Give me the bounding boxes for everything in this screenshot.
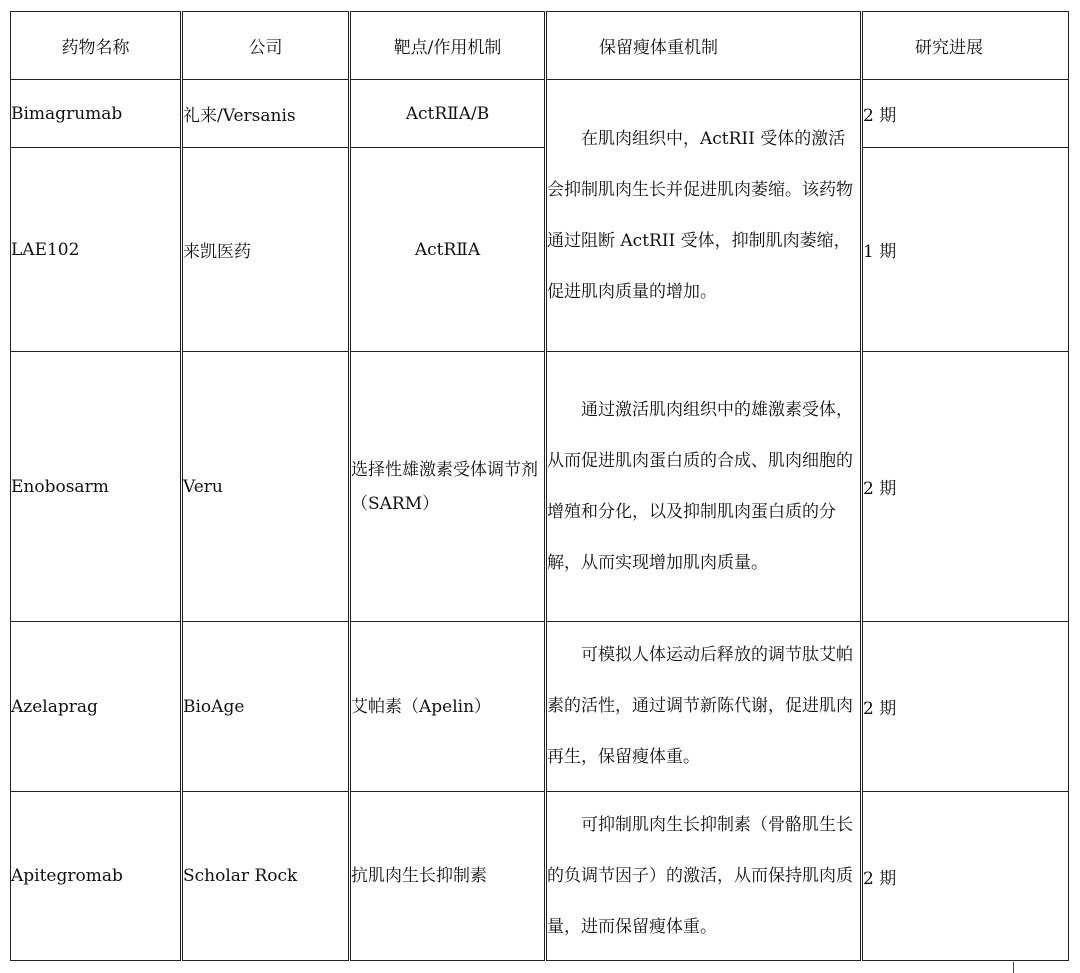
drug-name: Azelaprag (11, 622, 182, 792)
mechanism-cell (546, 622, 862, 792)
table-row (11, 80, 1069, 148)
research-stage: 2 期 (862, 352, 1069, 622)
research-stage: 2 期 (862, 622, 1069, 792)
header-row (11, 12, 1069, 80)
drug-name: LAE102 (11, 148, 182, 352)
table-row (11, 148, 1069, 352)
header-stage: 研究进展 (862, 12, 1069, 80)
research-stage: 1 期 (862, 148, 1069, 352)
drug-target: 艾帕素（Apelin） (350, 622, 546, 792)
table-row (11, 622, 1069, 792)
drug-target: ActRⅡA (350, 148, 546, 352)
company-name: BioAge (182, 622, 350, 792)
shared-mechanism-cell (546, 80, 862, 352)
drug-name: Enobosarm (11, 352, 182, 622)
research-stage: 2 期 (862, 80, 1069, 148)
mechanism-text: 可抑制肌肉生长抑制素（骨骼肌生长的负调节因子）的激活，从而保持肌肉质量，进而保留瘦体重。 (547, 814, 853, 937)
table-row (11, 352, 1069, 622)
company-name: Scholar Rock (182, 792, 350, 961)
header-target: 靶点/作用机制 (350, 12, 546, 80)
company-name: 来凯医药 (182, 148, 350, 352)
company-name: Veru (182, 352, 350, 622)
mechanism-text: 可模拟人体运动后释放的调节肽艾帕素的活性，通过调节新陈代谢，促进肌肉再生，保留瘦体重。 (547, 645, 853, 767)
page-corner-mark (1013, 962, 1014, 973)
header-mechanism: 保留瘦体重机制 (546, 12, 862, 80)
drug-target: 选择性雄激素受体调节剂（SARM） (350, 352, 546, 622)
table-row (11, 792, 1069, 961)
mechanism-text: 通过激活肌肉组织中的雄激素受体，从而促进肌肉蛋白质的合成、肌肉细胞的增殖和分化，以及抑制肌肉蛋白质的分解，从而实现增加肌肉质量。 (547, 399, 853, 573)
research-stage: 2 期 (862, 792, 1069, 961)
mechanism-cell (546, 352, 862, 622)
drug-name: Bimagrumab (11, 80, 182, 148)
drug-target: ActRⅡA/B (350, 80, 546, 148)
header-company: 公司 (182, 12, 350, 80)
drug-name: Apitegromab (11, 792, 182, 961)
mechanism-text: 在肌肉组织中，ActRII 受体的激活会抑制肌肉生长并促进肌肉萎缩。该药物通过阻断 ActRII 受体，抑制肌肉萎缩，促进肌肉质量的增加。 (547, 128, 853, 302)
mechanism-cell (546, 792, 862, 961)
drug-target: 抗肌肉生长抑制素 (350, 792, 546, 961)
drug-table (10, 11, 1069, 961)
company-name: 礼来/Versanis (182, 80, 350, 148)
header-name: 药物名称 (11, 12, 182, 80)
